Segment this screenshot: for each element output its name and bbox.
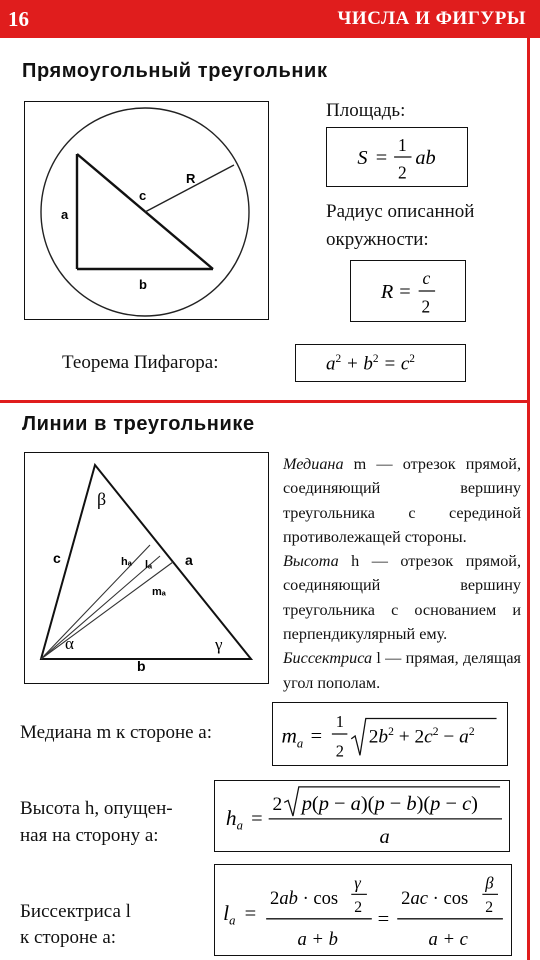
page-number: 16 xyxy=(8,7,29,31)
right-triangle-title: Прямоугольный треугольник xyxy=(22,60,328,82)
pythagoras-formula-box xyxy=(295,344,466,382)
area-S: S xyxy=(357,146,368,169)
label-b: b xyxy=(139,277,147,292)
svg-text:a + c: a + c xyxy=(428,929,468,951)
median-line xyxy=(41,562,173,659)
bisector-line xyxy=(41,556,160,659)
area-numerator: 1 xyxy=(397,135,407,156)
term-bisector: Биссектриса xyxy=(283,649,373,668)
median-label: Медиана m к стороне a: xyxy=(20,722,213,743)
svg-text:2b2 + 2c2 − a2: $2b^2 + 2c^2 - a^2$ xyxy=(368,724,475,748)
section-header-title: ЧИСЛА И ФИГУРЫ xyxy=(337,8,526,29)
svg-text:2: 2 xyxy=(335,741,344,761)
svg-text:=: = xyxy=(375,146,388,169)
svg-text:2: 2 xyxy=(485,898,494,916)
definition-median xyxy=(283,452,521,549)
label-alpha: α xyxy=(65,634,74,653)
svg-text:=: = xyxy=(377,908,390,931)
svg-text:a: a xyxy=(379,826,390,849)
definition-median-text: m — отрезок прямой, соединяющий вершину треугольника с серединой противолежащей стороны. xyxy=(283,455,521,546)
svg-text:=: = xyxy=(399,280,411,303)
bisector-formula-box xyxy=(214,864,512,956)
triangle-lines-diagram xyxy=(24,452,269,684)
definition-bisector-text: l — прямая, делящая угол пополам. xyxy=(283,649,521,692)
median-formula-box xyxy=(272,702,508,766)
median-formula xyxy=(273,703,507,765)
label-ha: hₐ xyxy=(121,556,132,568)
radius-denominator: 2 xyxy=(421,296,431,317)
radius-R: R xyxy=(380,280,394,303)
pythagoras-formula: $a^2 + b^2 = c^2$ xyxy=(326,353,415,375)
svg-text:ha: $h_a$ xyxy=(225,805,243,833)
right-triangle-diagram xyxy=(24,101,269,320)
svg-text:β: β xyxy=(485,873,494,893)
svg-text:γ: γ xyxy=(354,873,361,893)
label-side-a: a xyxy=(185,552,193,568)
svg-text:1: 1 xyxy=(335,712,344,732)
definition-bisector xyxy=(283,646,521,695)
area-formula-box xyxy=(326,127,468,187)
definitions-text xyxy=(283,452,521,695)
label-c: c xyxy=(139,188,147,203)
radius-label: Радиус описанной окружности: xyxy=(326,201,475,250)
svg-text:=: = xyxy=(251,807,263,830)
definition-height xyxy=(283,549,521,646)
label-R: R xyxy=(186,171,196,186)
radius-numerator: c xyxy=(422,268,431,289)
radius-formula-box xyxy=(350,260,466,322)
label-la: lₐ xyxy=(145,559,153,571)
bisector-label-line1: Биссектриса l xyxy=(20,901,131,922)
svg-text:ma: $m_a$ xyxy=(281,723,304,751)
svg-text:p(p − a)(p − b)(p − c): p(p − a)(p − b)(p − c) xyxy=(301,793,478,816)
area-vars: ab xyxy=(415,146,436,169)
pythagoras-label: Теорема Пифагора: xyxy=(62,352,219,373)
area-denominator: 2 xyxy=(397,162,407,183)
definition-height-text: h — отрезок прямой, соединяющий вершину треугольника с основанием и перпендикулярный ему. xyxy=(283,552,521,644)
svg-text:=: = xyxy=(310,725,323,748)
term-height: Высота xyxy=(283,552,339,571)
bisector-formula xyxy=(215,865,511,955)
svg-text:a + b: a + b xyxy=(297,929,338,951)
svg-text:2: 2 xyxy=(272,794,283,816)
label-ma: mₐ xyxy=(152,586,166,598)
page-header xyxy=(0,0,540,38)
height-formula xyxy=(215,781,509,851)
bisector-label-line2: к стороне a: xyxy=(20,927,117,948)
svg-text:2ac · cos: 2ac · cos xyxy=(401,888,469,910)
page-border-right xyxy=(527,38,530,960)
label-beta: β xyxy=(97,489,107,509)
label-a: a xyxy=(61,207,69,222)
lines-title: Линии в треугольнике xyxy=(22,413,255,435)
svg-text:la: $l_a$ xyxy=(223,900,236,928)
height-formula-box xyxy=(214,780,510,852)
label-side-c: c xyxy=(53,550,61,566)
label-gamma: γ xyxy=(215,635,223,654)
svg-text:=: = xyxy=(244,902,257,925)
height-label-line1: Высота h, опущен- xyxy=(20,798,173,819)
svg-text:2ab · cos: 2ab · cos xyxy=(270,888,339,910)
section-divider xyxy=(0,400,530,403)
term-median: Медиана xyxy=(283,455,344,473)
height-label-line2: ная на сторону a: xyxy=(20,825,159,846)
svg-text:2: 2 xyxy=(354,898,363,916)
area-label: Площадь: xyxy=(326,100,406,121)
label-side-b: b xyxy=(137,658,146,674)
